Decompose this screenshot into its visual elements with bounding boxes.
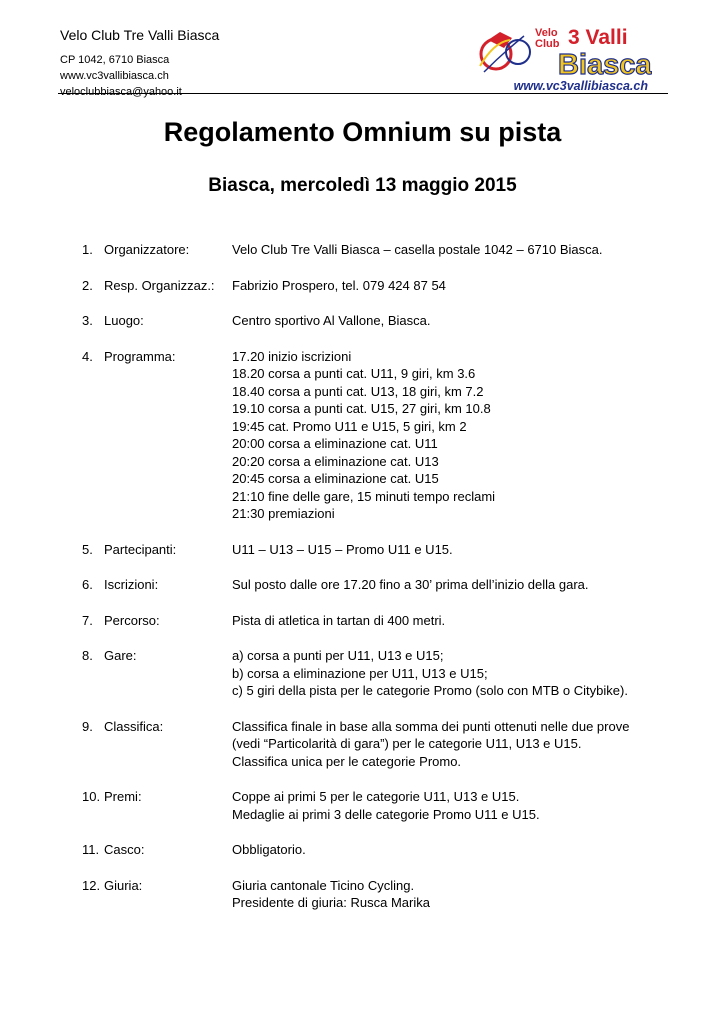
item-value-line: a) corsa a punti per U11, U13 e U15; [232, 648, 444, 663]
item-label: Giuria: [104, 877, 143, 893]
item-label: Organizzatore: [104, 242, 190, 257]
item-value-line: Sul posto dalle ore 17.20 fino a 30’ prima dell’inizio della gara. [232, 577, 589, 592]
club-logo [474, 22, 652, 94]
item-number: 8. [82, 648, 93, 663]
page-subtitle: Biasca, mercoledì 13 maggio 2015 [208, 175, 517, 196]
logo-velo-text: Velo [535, 27, 558, 39]
item-number: 11. [82, 842, 100, 857]
item-value [232, 788, 725, 823]
item-value-line: Medaglie ai primi 3 delle categorie Promo U11 e U15. [232, 806, 540, 822]
item-value [232, 541, 725, 559]
item-value-line: 20:45 corsa a eliminazione cat. U15 [232, 471, 439, 486]
club-website: www.vc3vallibiasca.ch [60, 70, 169, 82]
item-label: Partecipanti: [104, 541, 177, 557]
item-number: 7. [82, 612, 93, 628]
item-value [232, 718, 725, 771]
logo-url-text: www.vc3vallibiasca.ch [513, 79, 648, 93]
item-value-line: 19:45 cat. Promo U11 e U15, 5 giri, km 2 [232, 418, 467, 434]
list-item [0, 312, 725, 330]
page-title: Regolamento Omnium su pista [163, 117, 562, 147]
item-label: Premi: [104, 789, 142, 804]
item-value-line: Coppe ai primi 5 per le categorie U11, U13 e U15. [232, 789, 520, 804]
logo-biasca-text: Biasca [558, 49, 652, 81]
list-item [0, 647, 725, 700]
item-label: Percorso: [104, 612, 160, 628]
list-item [0, 877, 725, 912]
item-label: Gare: [104, 648, 137, 663]
item-value-line: (vedi “Particolarità di gara”) per le categorie U11, U13 e U15. [232, 736, 582, 751]
item-value [232, 241, 725, 259]
list-item [0, 612, 725, 630]
item-value-line: 17.20 inizio iscrizioni [232, 348, 352, 364]
list-item [0, 718, 725, 771]
item-value-line: Pista di atletica in tartan di 400 metri. [232, 612, 446, 628]
item-value-line: 20:00 corsa a eliminazione cat. U11 [232, 436, 438, 451]
item-label: Classifica: [104, 718, 164, 734]
item-label: Resp. Organizzaz.: [104, 277, 215, 293]
item-value-line: Presidente di giuria: Rusca Marika [232, 895, 430, 910]
logo-club-text: Club [535, 38, 560, 50]
item-value-line: Centro sportivo Al Vallone, Biasca. [232, 313, 431, 328]
item-value-line: b) corsa a eliminazione per U11, U13 e U15; [232, 665, 488, 681]
item-value-line: Fabrizio Prospero, tel. 079 424 87 54 [232, 277, 446, 293]
list-item [0, 277, 725, 295]
list-item [0, 241, 725, 259]
item-value-line: Velo Club Tre Valli Biasca – casella postale 1042 – 6710 Biasca. [232, 242, 603, 257]
item-value-line: Classifica unica per le categorie Promo. [232, 753, 462, 769]
item-number: 2. [82, 277, 93, 293]
item-number: 9. [82, 718, 93, 734]
list-item [0, 348, 725, 523]
list-item [0, 841, 725, 859]
item-number: 1. [82, 242, 93, 257]
item-value-line: Giuria cantonale Ticino Cycling. [232, 877, 415, 893]
item-value-line: 20:20 corsa a eliminazione cat. U13 [232, 453, 439, 469]
item-value-line: Obbligatorio. [232, 842, 306, 857]
club-name: Velo Club Tre Valli Biasca [60, 27, 220, 43]
header-contact-block [60, 26, 219, 100]
item-value [232, 312, 725, 330]
item-label: Iscrizioni: [104, 577, 159, 592]
item-label: Casco: [104, 842, 145, 857]
list-item [0, 541, 725, 559]
item-number: 12. [82, 877, 101, 893]
list-item [0, 576, 725, 594]
item-number: 3. [82, 313, 93, 328]
item-value-line: 18.20 corsa a punti cat. U11, 9 giri, km 3.6 [232, 366, 476, 381]
item-label: Programma: [104, 348, 176, 364]
item-value [232, 647, 725, 700]
item-value [232, 576, 725, 594]
item-value [232, 841, 725, 859]
item-value-line: 19.10 corsa a punti cat. U15, 27 giri, km 10.8 [232, 401, 491, 416]
item-value-line: c) 5 giri della pista per le categorie Promo (solo con MTB o Citybike). [232, 683, 628, 698]
item-value-line: U11 – U13 – U15 – Promo U11 e U15. [232, 541, 453, 557]
item-value [232, 877, 725, 912]
item-value-line: 21:10 fine delle gare, 15 minuti tempo reclami [232, 488, 496, 504]
item-number: 6. [82, 577, 93, 592]
item-number: 10. [82, 789, 101, 804]
item-value [232, 277, 725, 295]
regulation-list [0, 241, 725, 930]
item-value [232, 612, 725, 630]
item-number: 5. [82, 541, 93, 557]
item-value-line: 21:30 premiazioni [232, 506, 335, 521]
logo-tre-valli-text: 3 Valli [568, 26, 628, 49]
item-number: 4. [82, 348, 93, 364]
item-value-line: Classifica finale in base alla somma dei punti ottenuti nelle due prove [232, 718, 630, 734]
list-item [0, 788, 725, 823]
item-value-line: 18.40 corsa a punti cat. U13, 18 giri, km 7.2 [232, 383, 484, 399]
cyclist-icon [480, 32, 530, 72]
club-address: CP 1042, 6710 Biasca [60, 54, 170, 66]
club-email: veloclubbiasca@yahoo.it [60, 86, 182, 98]
item-value [232, 348, 725, 523]
item-label: Luogo: [104, 313, 144, 328]
header-divider [58, 93, 668, 94]
